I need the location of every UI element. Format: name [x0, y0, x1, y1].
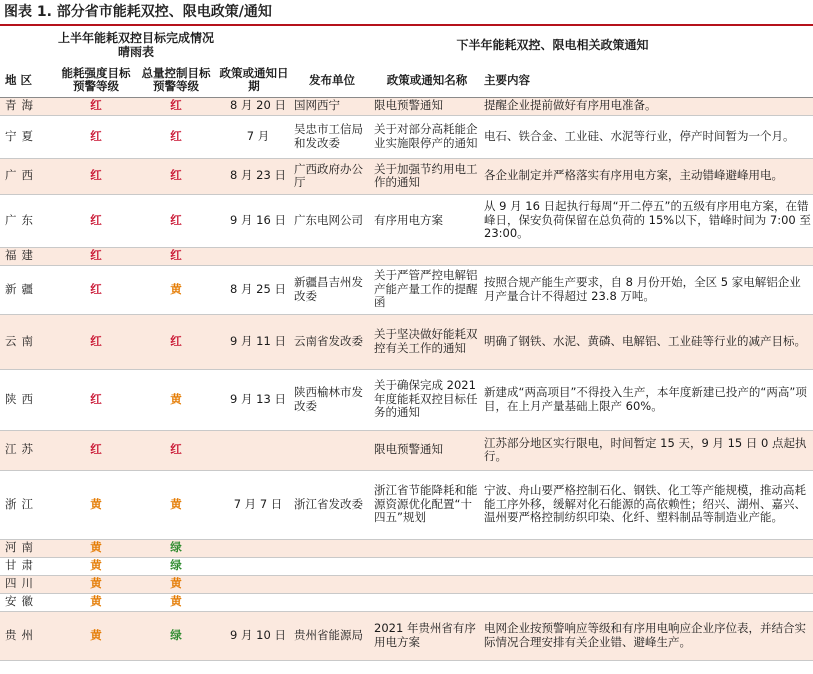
region-cell: 贵州 [0, 611, 56, 660]
policy-table [0, 27, 813, 661]
region-cell: 新疆 [0, 265, 56, 314]
content-cell: 江苏部分地区实行限电，时间暂定 15 天，9 月 15 日 0 点起执行。 [482, 430, 813, 470]
policy-cell: 限电预警通知 [372, 430, 482, 470]
table-row [0, 557, 813, 575]
publisher-cell [292, 575, 372, 593]
table-row [0, 611, 813, 660]
content-cell: 电石、铁合金、工业硅、水泥等行业，停产时间暂为一个月。 [482, 115, 813, 158]
table-row [0, 194, 813, 247]
date-cell: 9 月 11 日 [216, 314, 292, 369]
policy-cell: 2021 年贵州省有序用电方案 [372, 611, 482, 660]
total-level-cell: 红 [136, 115, 216, 158]
date-cell [216, 539, 292, 557]
col-date-header: 政策或通知日期 [216, 64, 292, 97]
region-cell: 陕西 [0, 369, 56, 430]
publisher-cell: 陕西榆林市发改委 [292, 369, 372, 430]
intensity-level-cell: 红 [56, 158, 136, 194]
policy-cell: 关于加强节约用电工作的通知 [372, 158, 482, 194]
publisher-cell: 广西政府办公厅 [292, 158, 372, 194]
table-row [0, 369, 813, 430]
policy-cell [372, 593, 482, 611]
date-cell: 8 月 23 日 [216, 158, 292, 194]
table-row [0, 593, 813, 611]
policy-cell [372, 247, 482, 265]
intensity-level-cell: 红 [56, 430, 136, 470]
total-level-cell: 黄 [136, 369, 216, 430]
date-cell [216, 593, 292, 611]
total-level-cell: 黄 [136, 265, 216, 314]
region-cell: 宁夏 [0, 115, 56, 158]
intensity-level-cell: 黄 [56, 539, 136, 557]
col-content-header: 主要内容 [482, 64, 813, 97]
date-cell [216, 430, 292, 470]
intensity-level-cell: 黄 [56, 575, 136, 593]
table-row [0, 314, 813, 369]
region-cell: 广东 [0, 194, 56, 247]
intensity-level-cell: 黄 [56, 470, 136, 539]
total-level-cell: 红 [136, 314, 216, 369]
total-level-cell: 黄 [136, 575, 216, 593]
publisher-cell: 吴忠市工信局和发改委 [292, 115, 372, 158]
intensity-level-cell: 红 [56, 265, 136, 314]
intensity-level-cell: 红 [56, 369, 136, 430]
content-cell [482, 539, 813, 557]
col-total-header: 总量控制目标预警等级 [136, 64, 216, 97]
date-cell [216, 575, 292, 593]
region-cell: 江苏 [0, 430, 56, 470]
content-cell: 新建成“两高项目”不得投入生产，本年度新建已投产的“两高”项目，在上月产量基础上限产 60%。 [482, 369, 813, 430]
publisher-cell [292, 430, 372, 470]
publisher-cell: 浙江省发改委 [292, 470, 372, 539]
policy-cell: 关于严管严控电解铝产能产量工作的提醒函 [372, 265, 482, 314]
total-level-cell: 红 [136, 430, 216, 470]
content-cell [482, 247, 813, 265]
content-cell: 从 9 月 16 日起执行每周“开二停五”的五级有序用电方案，在错峰日，保安负荷保留在总负荷的 15%以下，错峰时间为 7:00 至 23:00。 [482, 194, 813, 247]
date-cell: 8 月 25 日 [216, 265, 292, 314]
intensity-level-cell: 黄 [56, 611, 136, 660]
date-cell: 9 月 16 日 [216, 194, 292, 247]
publisher-cell [292, 539, 372, 557]
content-cell [482, 575, 813, 593]
col-region-header: 地 区 [0, 64, 56, 97]
content-cell: 提醒企业提前做好有序用电准备。 [482, 97, 813, 115]
intensity-level-cell: 红 [56, 115, 136, 158]
policy-cell [372, 557, 482, 575]
content-cell [482, 593, 813, 611]
region-cell: 福建 [0, 247, 56, 265]
title-rule [0, 24, 813, 26]
region-cell: 甘肃 [0, 557, 56, 575]
table-row [0, 539, 813, 557]
policy-cell: 关于坚决做好能耗双控有关工作的通知 [372, 314, 482, 369]
content-cell: 电网企业按预警响应等级和有序用电响应企业序位表，并结合实际情况合理安排有关企业错、避峰生产。 [482, 611, 813, 660]
total-level-cell: 黄 [136, 593, 216, 611]
region-cell: 四川 [0, 575, 56, 593]
total-level-cell: 黄 [136, 470, 216, 539]
date-cell [216, 557, 292, 575]
total-level-cell: 红 [136, 97, 216, 115]
publisher-cell [292, 593, 372, 611]
intensity-level-cell: 红 [56, 314, 136, 369]
region-cell: 浙江 [0, 470, 56, 539]
table-row [0, 97, 813, 115]
intensity-level-cell: 红 [56, 247, 136, 265]
region-cell: 广西 [0, 158, 56, 194]
date-cell: 9 月 10 日 [216, 611, 292, 660]
col-intensity-header: 能耗强度目标预警等级 [56, 64, 136, 97]
col-policy-header: 政策或通知名称 [372, 64, 482, 97]
col-publisher-header: 发布单位 [292, 64, 372, 97]
intensity-level-cell: 红 [56, 97, 136, 115]
region-cell: 河南 [0, 539, 56, 557]
content-cell [482, 557, 813, 575]
table-title: 图表 1. 部分省市能耗双控、限电政策/通知 [4, 4, 272, 20]
date-cell [216, 247, 292, 265]
table-row [0, 158, 813, 194]
policy-cell: 关于确保完成 2021 年度能耗双控目标任务的通知 [372, 369, 482, 430]
content-cell: 宁波、舟山要严格控制石化、钢铁、化工等产能规模，推动高耗能工序外移，缓解对化石能源的高依赖性；绍兴、湖州、嘉兴、温州要严格控制纺织印染、化纤、塑料制品等制造业产能。 [482, 470, 813, 539]
region-cell: 云南 [0, 314, 56, 369]
intensity-level-cell: 黄 [56, 593, 136, 611]
region-cell: 青海 [0, 97, 56, 115]
date-cell: 9 月 13 日 [216, 369, 292, 430]
date-cell: 7 月 [216, 115, 292, 158]
content-cell: 按照合规产能生产要求，自 8 月份开始，全区 5 家电解铝企业月产量合计不得超过 23.8 万吨。 [482, 265, 813, 314]
intensity-level-cell: 红 [56, 194, 136, 247]
policy-cell: 关于对部分高耗能企业实施限停产的通知 [372, 115, 482, 158]
table-row [0, 265, 813, 314]
date-cell: 7 月 7 日 [216, 470, 292, 539]
publisher-cell: 国网西宁 [292, 97, 372, 115]
content-cell: 各企业制定并严格落实有序用电方案，主动错峰避峰用电。 [482, 158, 813, 194]
content-cell: 明确了钢铁、水泥、黄磷、电解铝、工业硅等行业的减产目标。 [482, 314, 813, 369]
group-first-half-header: 上半年能耗双控目标完成情况晴雨表 [58, 31, 215, 59]
table-row [0, 247, 813, 265]
publisher-cell: 新疆昌吉州发改委 [292, 265, 372, 314]
policy-cell: 有序用电方案 [372, 194, 482, 247]
policy-cell [372, 575, 482, 593]
policy-cell: 限电预警通知 [372, 97, 482, 115]
publisher-cell: 云南省发改委 [292, 314, 372, 369]
policy-cell [372, 539, 482, 557]
total-level-cell: 红 [136, 247, 216, 265]
policy-cell: 浙江省节能降耗和能源资源优化配置“十四五”规划 [372, 470, 482, 539]
table-row [0, 575, 813, 593]
publisher-cell [292, 247, 372, 265]
total-level-cell: 绿 [136, 557, 216, 575]
total-level-cell: 绿 [136, 611, 216, 660]
publisher-cell: 广东电网公司 [292, 194, 372, 247]
region-cell: 安徽 [0, 593, 56, 611]
intensity-level-cell: 黄 [56, 557, 136, 575]
group-second-half-header: 下半年能耗双控、限电相关政策通知 [456, 37, 649, 52]
total-level-cell: 绿 [136, 539, 216, 557]
total-level-cell: 红 [136, 158, 216, 194]
date-cell: 8 月 20 日 [216, 97, 292, 115]
table-row [0, 430, 813, 470]
total-level-cell: 红 [136, 194, 216, 247]
publisher-cell: 贵州省能源局 [292, 611, 372, 660]
table-row [0, 115, 813, 158]
publisher-cell [292, 557, 372, 575]
table-row [0, 470, 813, 539]
